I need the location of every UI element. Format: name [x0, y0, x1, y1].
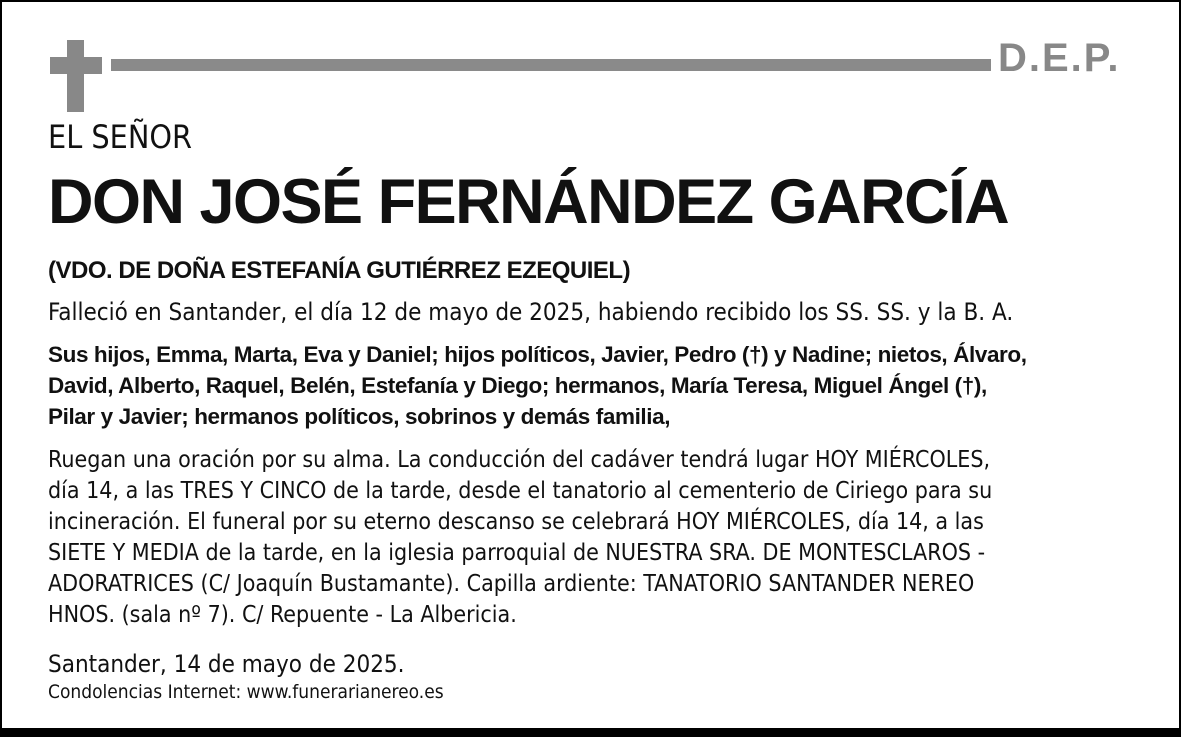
family-line: David, Alberto, Raquel, Belén, Estefanía y Diego; hermanos, María Teresa, Miguel Ángel (†), [48, 373, 987, 398]
place-date: Santander, 14 de mayo de 2025. [48, 650, 405, 678]
condolences-link: Condolencias Internet: www.funerarianereo.es [48, 681, 444, 703]
ceremony-block [48, 445, 1148, 631]
family-line: Sus hijos, Emma, Marta, Eva y Daniel; hijos políticos, Javier, Pedro (†) y Nadine; nietos, Álvaro, [48, 342, 1027, 367]
family-block [48, 339, 1148, 432]
death-statement: Falleció en Santander, el día 12 de mayo de 2025, habiendo recibido los SS. SS. y la B. A. [48, 298, 1014, 326]
ceremony-line: día 14, a las TRES Y CINCO de la tarde, desde el tanatorio al cementerio de Ciriego para su [48, 478, 993, 504]
header-rule [111, 59, 991, 71]
ceremony-line: incineración. El funeral por su eterno descanso se celebrará HOY MIÉRCOLES, día 14, a las [48, 509, 984, 535]
honorific-prefix: EL SEÑOR [48, 118, 193, 156]
ceremony-line: HNOS. (sala nº 7). C/ Repuente - La Albericia. [48, 602, 517, 628]
deceased-name: DON JOSÉ FERNÁNDEZ GARCÍA [48, 167, 1009, 237]
ceremony-line: ADORATRICES (C/ Joaquín Bustamante). Capilla ardiente: TANATORIO SANTANDER NEREO [48, 571, 975, 597]
family-line: Pilar y Javier; hermanos políticos, sobrinos y demás familia, [48, 404, 671, 429]
dep-label: D.E.P. [998, 36, 1121, 80]
widower-note: (VDO. DE DOÑA ESTEFANÍA GUTIÉRREZ EZEQUIEL) [48, 257, 631, 284]
ceremony-line: SIETE Y MEDIA de la tarde, en la iglesia parroquial de NUESTRA SRA. DE MONTESCLAROS - [48, 540, 986, 566]
cross-icon [50, 40, 102, 112]
ceremony-line: Ruegan una oración por su alma. La conducción del cadáver tendrá lugar HOY MIÉRCOLES, [48, 447, 991, 473]
